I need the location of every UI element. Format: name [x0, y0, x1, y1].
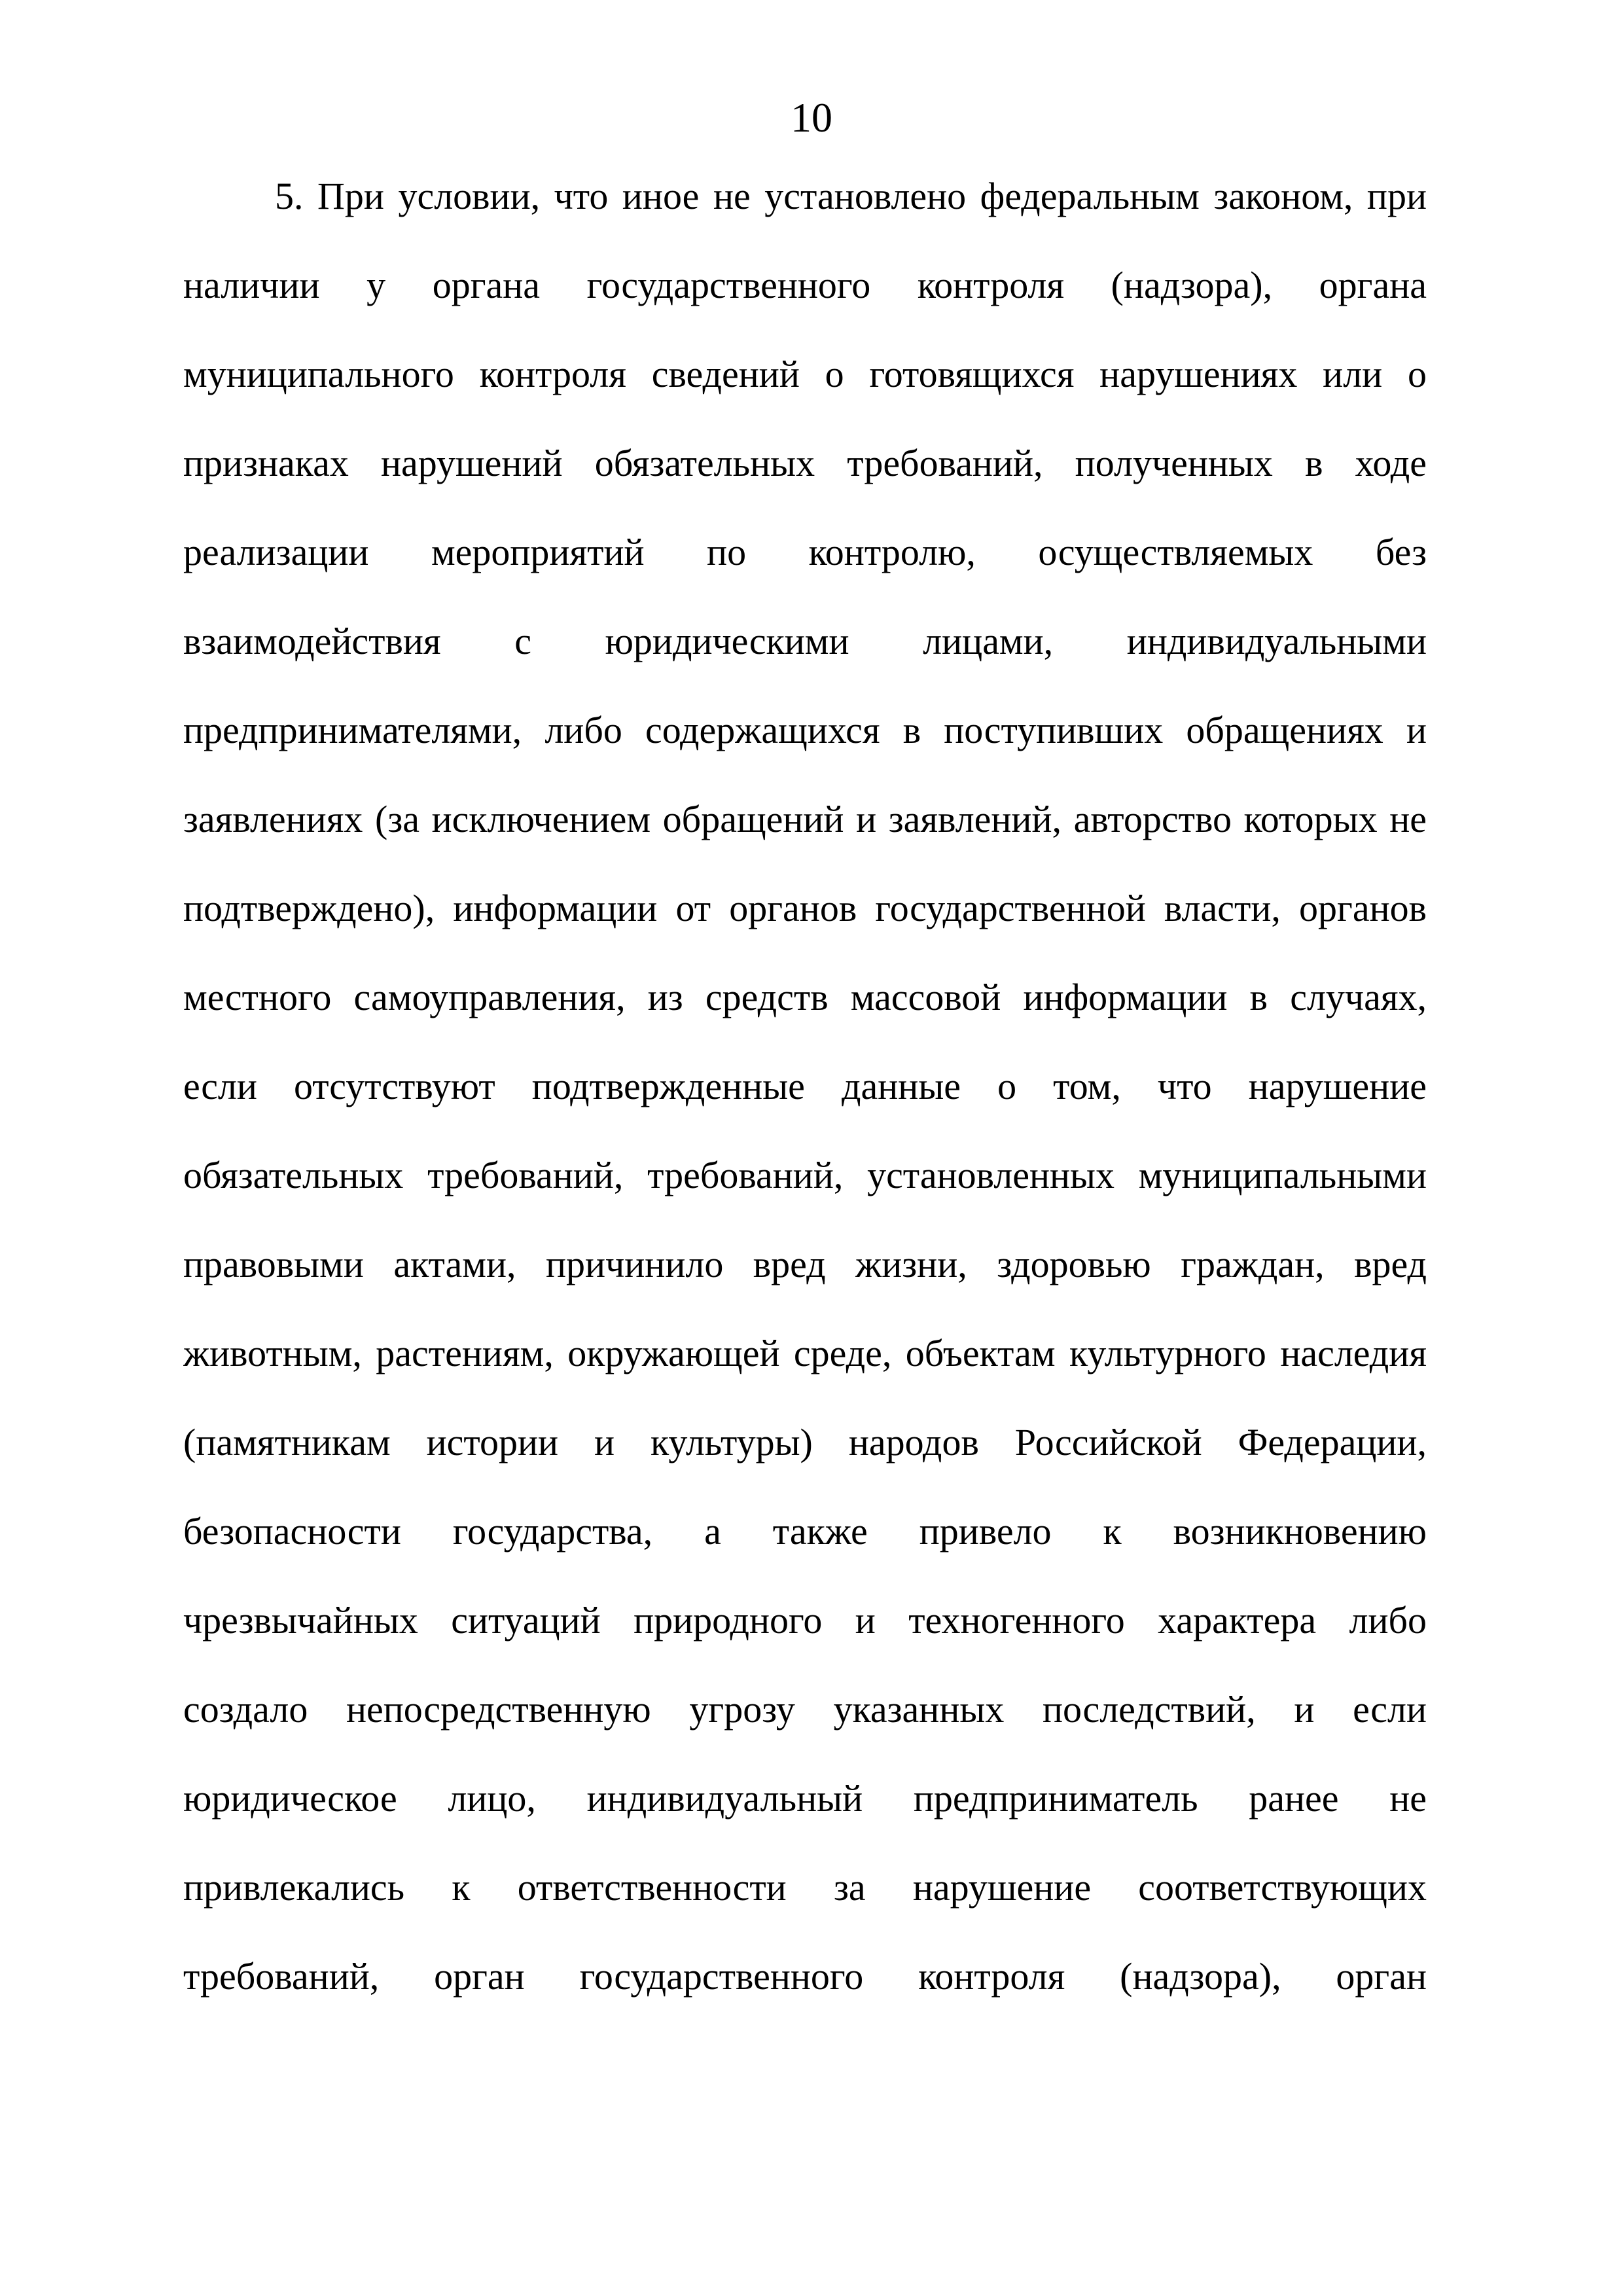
- text-line: муниципального контроля сведений о готовящихся нарушениях или о: [183, 353, 1427, 395]
- text-line: признаках нарушений обязательных требований, полученных в ходе: [183, 442, 1427, 484]
- text-line: предпринимателями, либо содержащихся в поступивших обращениях и: [183, 709, 1427, 751]
- text-line: местного самоуправления, из средств массовой информации в случаях,: [183, 976, 1427, 1018]
- text-line: (памятникам истории и культуры) народов Российской Федерации,: [183, 1421, 1427, 1463]
- text-line: требований, орган государственного контроля (надзора), орган: [183, 1955, 1427, 1998]
- text-line: заявлениях (за исключением обращений и заявлений, авторство которых не: [183, 798, 1427, 840]
- text-line: если отсутствуют подтвержденные данные о том, что нарушение: [183, 1065, 1427, 1107]
- text-line: наличии у органа государственного контроля (надзора), органа: [183, 264, 1427, 306]
- text-line: животным, растениям, окружающей среде, объектам культурного наследия: [183, 1332, 1427, 1374]
- paragraph-5: [183, 167, 1427, 2036]
- text-line: 5. При условии, что иное не установлено федеральным законом, при: [275, 175, 1427, 217]
- text-line: чрезвычайных ситуаций природного и техногенного характера либо: [183, 1599, 1427, 1641]
- page-number: 10: [791, 94, 832, 141]
- text-line: реализации мероприятий по контролю, осуществляемых без: [183, 531, 1427, 573]
- text-line: создало непосредственную угрозу указанных последствий, и если: [183, 1688, 1427, 1731]
- text-line: правовыми актами, причинило вред жизни, здоровью граждан, вред: [183, 1243, 1427, 1285]
- text-line: привлекались к ответственности за нарушение соответствующих: [183, 1866, 1427, 1909]
- text-line: безопасности государства, а также привело к возникновению: [183, 1510, 1427, 1552]
- text-line: юридическое лицо, индивидуальный предприниматель ранее не: [183, 1777, 1427, 1820]
- text-line: подтверждено), информации от органов государственной власти, органов: [183, 887, 1427, 929]
- text-line: взаимодействия с юридическими лицами, индивидуальными: [183, 620, 1427, 662]
- text-line: обязательных требований, требований, установленных муниципальными: [183, 1154, 1427, 1196]
